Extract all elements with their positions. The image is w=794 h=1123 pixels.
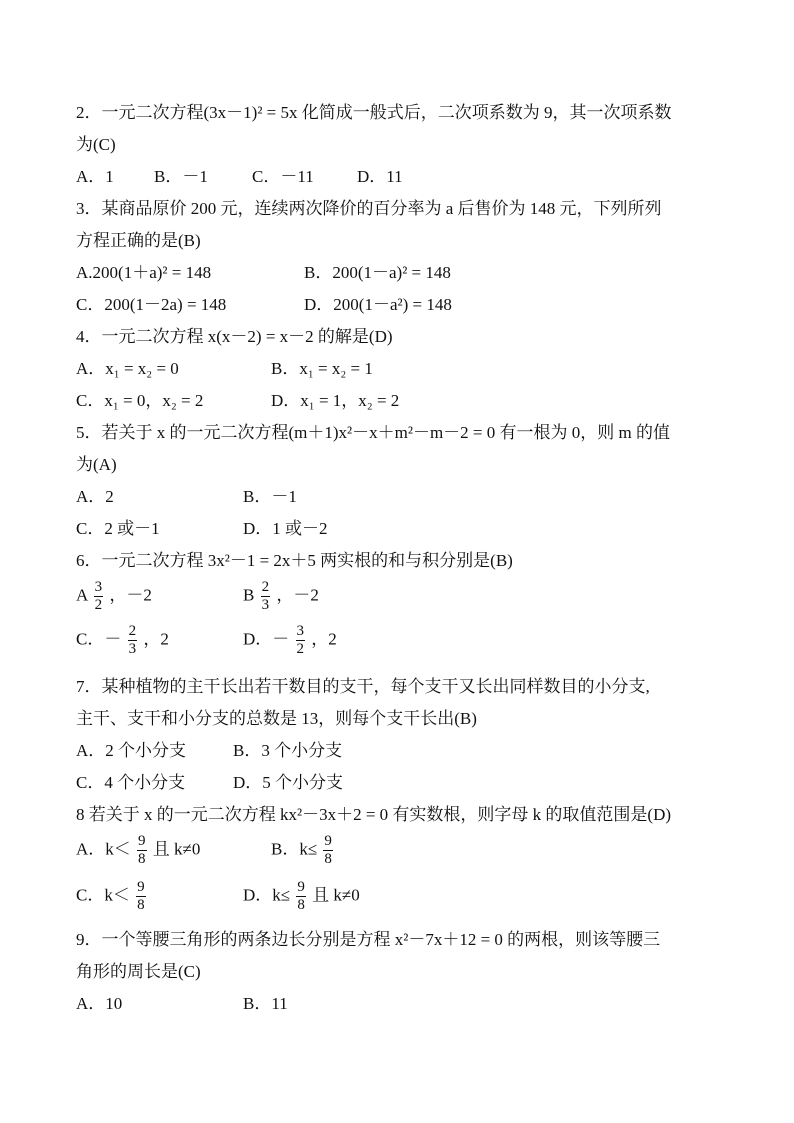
q7-stem-line1: 7．某种植物的主干长出若干数目的支干，每个支干又长出同样数目的小分支, (76, 677, 650, 696)
fraction-numerator: 9 (297, 879, 305, 895)
q8-option-b-prefix: B．k≤ (271, 839, 318, 859)
fraction-numerator: 9 (137, 879, 145, 895)
q4-stem-line1: 4．一元二次方程 x(x－2) = x－2 的解是(D) (76, 327, 393, 346)
fraction-denominator: 8 (137, 897, 145, 913)
q6-option-d-prefix: D．－ (243, 629, 290, 649)
q6-option-b-fraction (261, 580, 271, 613)
q6-option-b (243, 580, 319, 613)
q2-option-d: D．11 (357, 167, 403, 186)
q3-option-d: D．200(1－a²) = 148 (304, 295, 452, 314)
q2-stem-line2: 为(C) (76, 135, 116, 154)
q6-option-c-rest: ，2 (143, 629, 169, 649)
fraction-numerator: 9 (324, 833, 332, 849)
q7-stem-line2: 主干、支干和小分支的总数是 13，则每个支干长出(B) (76, 709, 477, 728)
q5-option-b: B．－1 (243, 487, 297, 506)
q9-stem-line1: 9．一个等腰三角形的两条边长分别是方程 x²－7x＋12 = 0 的两根，则该等腰三 (76, 930, 661, 949)
q8-option-a-rest: 且 k≠0 (152, 839, 201, 859)
q7-option-b: B．3 个小分支 (233, 741, 343, 760)
q6-option-c-prefix: C．－ (76, 629, 122, 649)
q3-option-a: A.200(1＋a)² = 148 (76, 263, 212, 282)
q3-option-c: C．200(1－2a) = 148 (76, 295, 227, 314)
q8-option-d (243, 880, 360, 913)
q6-option-d-fraction (296, 624, 306, 657)
q8-option-a-fraction (137, 834, 147, 867)
q6-option-d-rest: ，2 (311, 629, 337, 649)
q8-option-d-rest: 且 k≠0 (312, 885, 360, 905)
q8-option-d-prefix: D．k≤ (243, 885, 291, 905)
q6-option-b-prefix: B (243, 585, 255, 605)
q7-option-d: D．5 个小分支 (233, 773, 344, 792)
q6-option-b-rest: ，－2 (276, 585, 319, 605)
fraction-denominator: 2 (94, 597, 103, 613)
q2-option-b: B．－1 (154, 167, 208, 186)
q7-option-a: A．2 个小分支 (76, 741, 187, 760)
q6-option-a-rest: ，－2 (109, 585, 152, 605)
q7-option-c: C．4 个小分支 (76, 773, 186, 792)
q5-stem-line1: 5．若关于 x 的一元二次方程(m＋1)x²－x＋m²－m－2 = 0 有一根为 0，则 m 的值 (76, 423, 670, 442)
q5-option-a: A．2 (76, 487, 114, 506)
q4-option-b: B．x₁ = x₂ = 1 (271, 359, 373, 378)
q9-option-b: B．11 (243, 994, 288, 1013)
fraction-denominator: 8 (324, 851, 332, 867)
q6-option-a-fraction (94, 580, 104, 613)
fraction-numerator: 2 (261, 579, 270, 595)
q8-option-a (76, 834, 200, 867)
q6-option-d (243, 624, 337, 657)
q5-option-d: D．1 或－2 (243, 519, 328, 538)
q2-stem-line1: 2．一元二次方程(3x－1)² = 5x 化简成一般式后，二次项系数为 9，其一次项系数 (76, 103, 672, 122)
q8-option-b-fraction (323, 834, 333, 867)
q8-option-c-prefix: C．k＜ (76, 885, 130, 905)
fraction-denominator: 8 (297, 897, 305, 913)
q8-option-a-prefix: A．k＜ (76, 839, 131, 859)
fraction-denominator: 2 (296, 641, 305, 657)
fraction-denominator: 3 (261, 597, 270, 613)
q3-stem-line1: 3．某商品原价 200 元，连续两次降价的百分率为 a 后售价为 148 元，下列所列 (76, 199, 662, 218)
fraction-numerator: 2 (128, 623, 137, 639)
q8-option-c-fraction (136, 880, 146, 913)
q8-option-b (271, 834, 335, 867)
fraction-numerator: 3 (296, 623, 305, 639)
q4-option-c: C．x₁ = 0，x₂ = 2 (76, 391, 204, 410)
fraction-numerator: 9 (138, 833, 146, 849)
q9-stem-line2: 角形的周长是(C) (76, 962, 201, 981)
fraction-numerator: 3 (94, 579, 103, 595)
q5-stem-line2: 为(A) (76, 455, 117, 474)
q5-option-c: C．2 或－1 (76, 519, 160, 538)
q4-option-d: D．x₁ = 1，x₂ = 2 (271, 391, 400, 410)
fraction-denominator: 8 (138, 851, 146, 867)
q4-option-a: A．x₁ = x₂ = 0 (76, 359, 179, 378)
q2-option-a: A．1 (76, 167, 114, 186)
fraction-denominator: 3 (128, 641, 137, 657)
q3-option-b: B．200(1－a)² = 148 (304, 263, 451, 282)
q3-stem-line2: 方程正确的是(B) (76, 231, 201, 250)
q9-option-a: A．10 (76, 994, 123, 1013)
q6-option-c (76, 624, 169, 657)
q6-option-a-prefix: A (76, 585, 88, 605)
q2-option-c: C．－11 (252, 167, 314, 186)
q8-option-d-fraction (296, 880, 306, 913)
q6-option-c-fraction (128, 624, 138, 657)
q8-stem-line1: 8 若关于 x 的一元二次方程 kx²－3x＋2 = 0 有实数根，则字母 k 的取值范围是(D) (76, 805, 672, 824)
q6-stem-line1: 6．一元二次方程 3x²－1 = 2x＋5 两实根的和与积分别是(B) (76, 551, 513, 570)
q8-option-c (76, 880, 148, 913)
q6-option-a (76, 580, 152, 613)
